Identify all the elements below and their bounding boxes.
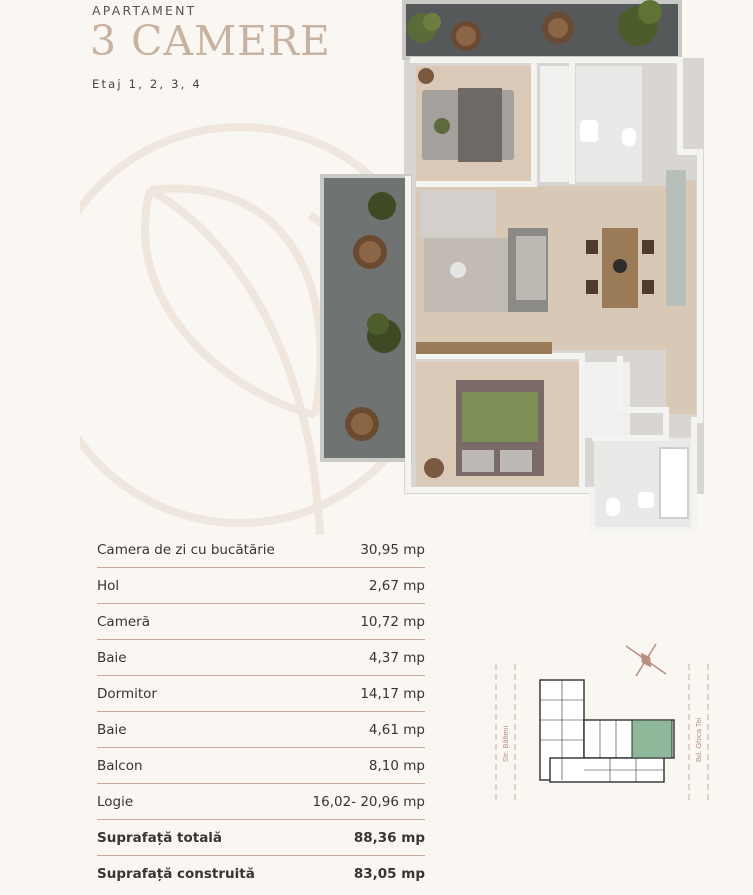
bed-blanket-icon [458,88,502,162]
floor-plan [320,0,710,540]
room-area: 16,02- 20,96 mp [312,793,425,810]
built-area-row [97,856,425,892]
table-row [97,784,425,820]
table-row [97,676,425,712]
table-row [97,532,425,568]
floors-label: Etaj 1, 2, 3, 4 [92,77,202,91]
bed-throw-icon [462,392,538,442]
room-area: 14,17 mp [360,685,425,702]
room-area: 10,72 mp [360,613,425,630]
toilet-icon [580,120,598,142]
street-left-label: Str. Bălteni [501,725,510,762]
total-value: 88,36 mp [353,829,425,846]
room-name: Baie [97,649,127,666]
room-area: 4,37 mp [368,649,425,666]
room-name: Dormitor [97,685,157,702]
table-row [97,712,425,748]
page-title: 3 CAMERE [90,17,331,65]
compass-icon [626,644,666,676]
room-area: 8,10 mp [368,757,425,774]
room-name: Camera de zi cu bucătărie [97,541,275,558]
key-plan [490,640,720,810]
table-row [97,568,425,604]
table-row [97,748,425,784]
total-label: Suprafață totală [97,829,223,846]
bathtub-icon [660,448,688,518]
built-value: 83,05 mp [353,866,425,882]
room-name: Balcon [97,757,143,774]
street-right-label: Bd. Ghica Tei [694,717,703,762]
room-area: 4,61 mp [368,721,425,738]
total-area-row [97,820,425,856]
area-table [97,532,425,892]
eyebrow-label: APARTAMENT [92,3,197,18]
room-name: Cameră [97,613,150,630]
room-name: Hol [97,577,120,594]
room-name: Logie [97,793,134,810]
built-label: Suprafață construită [97,866,255,882]
room-area: 30,95 mp [360,541,425,558]
room-name: Baie [97,721,127,738]
room-area: 2,67 mp [368,577,425,594]
highlighted-unit [632,720,672,758]
table-row [97,604,425,640]
table-row [97,640,425,676]
